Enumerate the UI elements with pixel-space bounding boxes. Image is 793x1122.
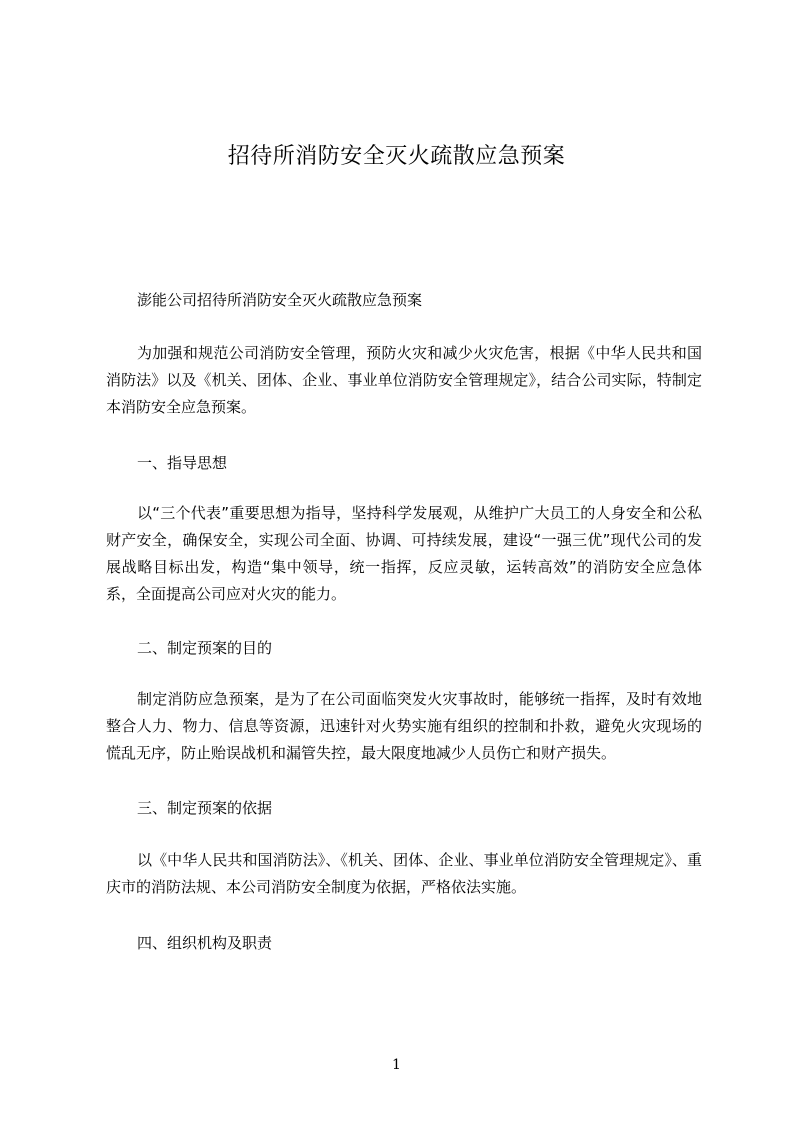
document-subtitle: 澎能公司招待所消防安全灭火疏散应急预案	[137, 291, 423, 309]
section-body-purpose: 制定消防应急预案，是为了在公司面临突发火灾事故时，能够统一指挥，及时有效地整合人力、物力、信息等资源，迅速针对火势实施有组织的控制和扑救，避免火灾现场的慌乱无序，防止贻误战机和漏管失控，最大限度地减少人员伤亡和财产损失。	[106, 690, 702, 762]
section-heading-purpose: 二、制定预案的目的	[137, 639, 273, 657]
section-body-guiding-ideology: 以“三个代表”重要思想为指导，坚持科学发展观，从维护广大员工的人身安全和公私财产安全，确保安全，实现公司全面、协调、可持续发展，建设“一强三优”现代公司的发展战略目标出发，构造“集中领导，统一指挥，反应灵敏，运转高效”的消防安全应急体系，全面提高公司应对火灾的能力。	[106, 504, 702, 603]
section-heading-basis: 三、制定预案的依据	[137, 799, 273, 817]
page-number: 1	[392, 1057, 401, 1073]
intro-paragraph: 为加强和规范公司消防安全管理，预防火灾和减少火灾危害，根据《中华人民共和国消防法》以及《机关、团体、企业、事业单位消防安全管理规定》，结合公司实际，特制定本消防安全应急预案。	[106, 344, 702, 416]
section-heading-organization: 四、组织机构及职责	[137, 934, 273, 952]
document-title: 招待所消防安全灭火疏散应急预案	[227, 144, 566, 169]
section-body-basis: 以《中华人民共和国消防法》、《机关、团体、企业、事业单位消防安全管理规定》、重庆市的消防法规、本公司消防安全制度为依据，严格依法实施。	[106, 851, 702, 896]
section-heading-guiding-ideology: 一、指导思想	[137, 454, 228, 472]
